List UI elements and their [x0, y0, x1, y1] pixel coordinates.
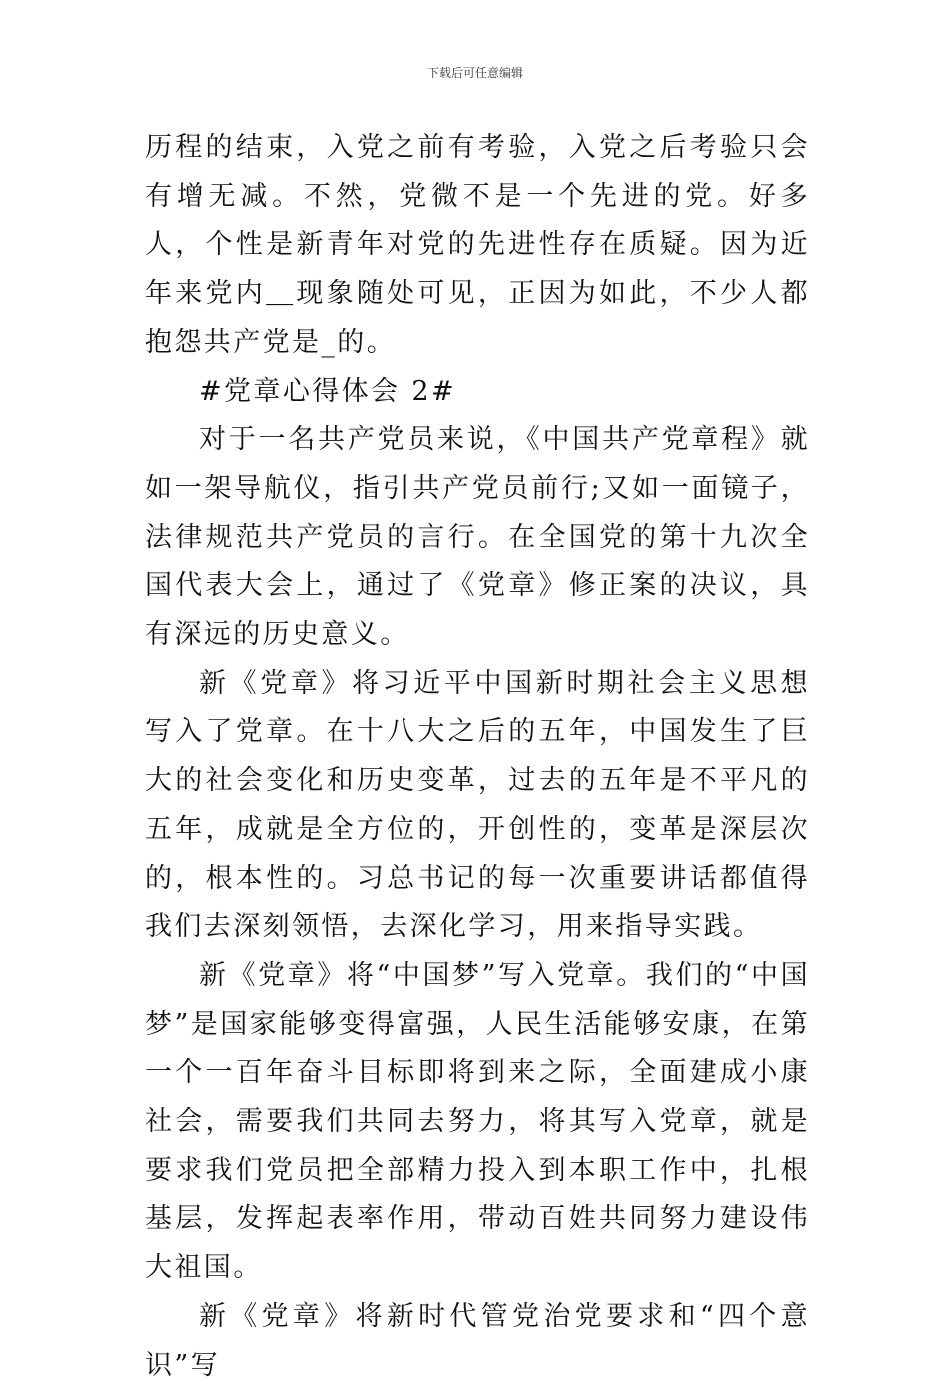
paragraph: 新《党章》将新时代管党治党要求和“四个意识”写: [145, 1300, 810, 1381]
paragraph-continuation: 历程的结束，入党之前有考验，入党之后考验只会有增无减。不然，党微不是一个先进的党。好多人，个性是新青年对党的先进性存在质疑。因为近年来党内＿现象随处可见，正因为如此，不少人都抱怨共产党是_的。: [145, 132, 810, 358]
document-body: [145, 124, 810, 1390]
paragraph: 新《党章》将习近平中国新时期社会主义思想写入了党章。在十八大之后的五年，中国发生了巨大的社会变化和历史变革，过去的五年是不平凡的五年，成就是全方位的，开创性的，变革是深层次的，根本性的。习总书记的每一次重要讲话都值得我们去深刻领悟，去深化学习，用来指导实践。: [145, 667, 810, 943]
section-heading: #党章心得体会 2#: [199, 375, 457, 407]
paragraph: 对于一名共产党员来说，《中国共产党章程》就如一架导航仪，指引共产党员前行;又如一面镜子，法律规范共产党员的言行。在全国党的第十九次全国代表大会上，通过了《党章》修正案的决议，具有深远的历史意义。: [145, 424, 810, 651]
paragraph: 新《党章》将“中国梦”写入党章。我们的“中国梦”是国家能够变得富强，人民生活能够安康，在第一个一百年奋斗目标即将到来之际，全面建成小康社会，需要我们共同去努力，将其写入党章，就是要求我们党员把全部精力投入到本职工作中，扎根基层，发挥起表率作用，带动百姓共同努力建设伟大祖国。: [145, 959, 810, 1284]
page-header: 下载后可任意编辑: [426, 66, 523, 80]
